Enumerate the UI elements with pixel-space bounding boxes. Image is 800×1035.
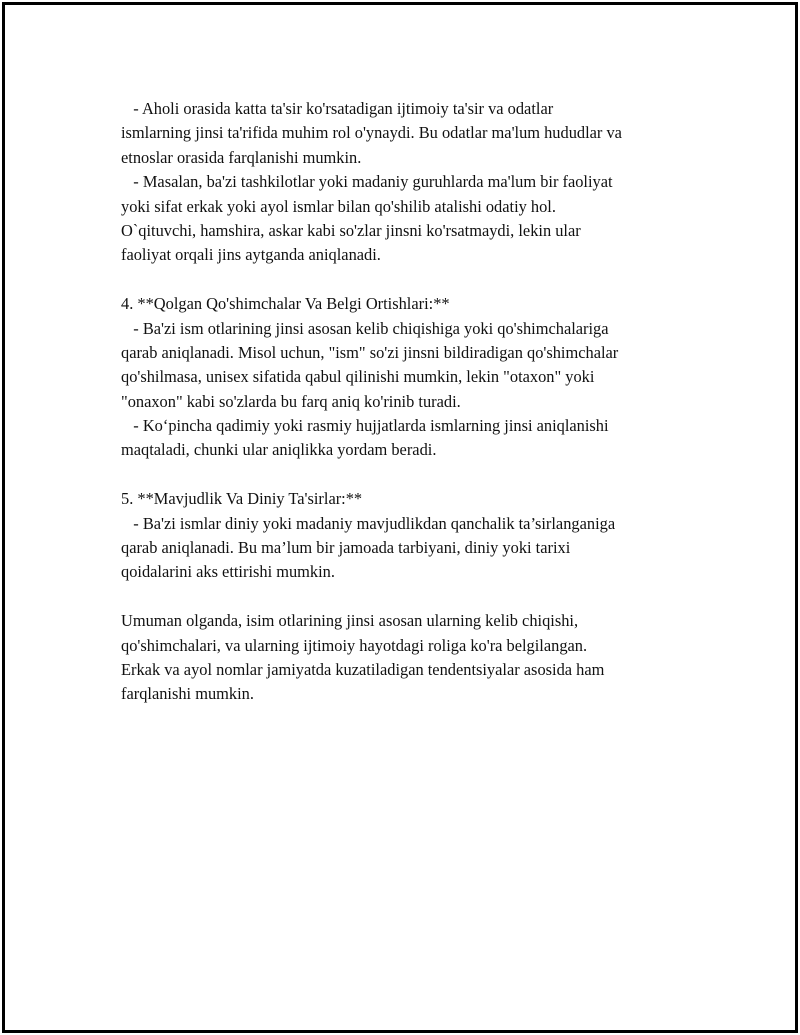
paragraph-example-professions [121, 170, 701, 268]
paragraph-suffixes [121, 317, 701, 415]
text-line: qarab aniqlanadi. Bu ma’lum bir jamoada tarbiyani, diniy yoki tarixi [121, 538, 571, 558]
spacer [121, 268, 701, 292]
spacer [121, 463, 701, 487]
text-line: "onaxon" kabi so'zlarda bu farq aniq ko'rinib turadi. [121, 391, 461, 411]
text-line: - Masalan, ba'zi tashkilotlar yoki madaniy guruhlarda ma'lum bir faoliyat [121, 172, 613, 192]
paragraph-conclusion [121, 609, 701, 707]
text-line: farqlanishi mumkin. [121, 684, 254, 704]
text-line: yoki sifat erkak yoki ayol ismlar bilan qo'shilib atalishi odatiy hol. [121, 196, 556, 216]
section-heading-4: 4. **Qolgan Qo'shimchalar Va Belgi Ortishlari:** [121, 294, 450, 314]
paragraph-social-influence [121, 97, 701, 170]
text-line: qo'shilmasa, unisex sifatida qabul qilinishi mumkin, lekin "otaxon" yoki [121, 367, 595, 387]
text-line: - Ko‘pincha qadimiy yoki rasmiy hujjatlarda ismlarning jinsi aniqlanishi [121, 416, 609, 436]
text-line: qo'shimchalari, va ularning ijtimoiy hayotdagi roliga ko'ra belgilangan. [121, 635, 588, 655]
text-line: faoliyat orqali jins aytganda aniqlanadi. [121, 245, 381, 265]
document-body [121, 97, 701, 707]
text-line: etnoslar orasida farqlanishi mumkin. [121, 147, 362, 167]
section-heading-5: 5. **Mavjudlik Va Diniy Ta'sirlar:** [121, 489, 363, 509]
paragraph-religious-influence [121, 512, 701, 585]
text-line: O`qituvchi, hamshira, askar kabi so'zlar jinsni ko'rsatmaydi, lekin ular [121, 220, 581, 240]
paragraph-official-documents [121, 414, 701, 463]
text-line: - Aholi orasida katta ta'sir ko'rsatadigan ijtimoiy ta'sir va odatlar [121, 99, 554, 118]
text-line: Umuman olganda, isim otlarining jinsi asosan ularning kelib chiqishi, [121, 611, 579, 631]
spacer [121, 585, 701, 609]
text-line: maqtaladi, chunki ular aniqlikka yordam beradi. [121, 440, 437, 460]
page-frame [2, 2, 798, 1033]
text-line: - Ba'zi ism otlarining jinsi asosan kelib chiqishiga yoki qo'shimchalariga [121, 318, 609, 338]
text-line: qoidalarini aks ettirishi mumkin. [121, 562, 335, 582]
text-line: ismlarning jinsi ta'rifida muhim rol o'ynaydi. Bu odatlar ma'lum hududlar va [121, 123, 622, 143]
text-line: Erkak va ayol nomlar jamiyatda kuzatiladigan tendentsiyalar asosida ham [121, 659, 605, 679]
text-line: - Ba'zi ismlar diniy yoki madaniy mavjudlikdan qanchalik ta’sirlanganiga [121, 513, 616, 533]
text-line: qarab aniqlanadi. Misol uchun, "ism" so'zi jinsni bildiradigan qo'shimchalar [121, 342, 619, 362]
